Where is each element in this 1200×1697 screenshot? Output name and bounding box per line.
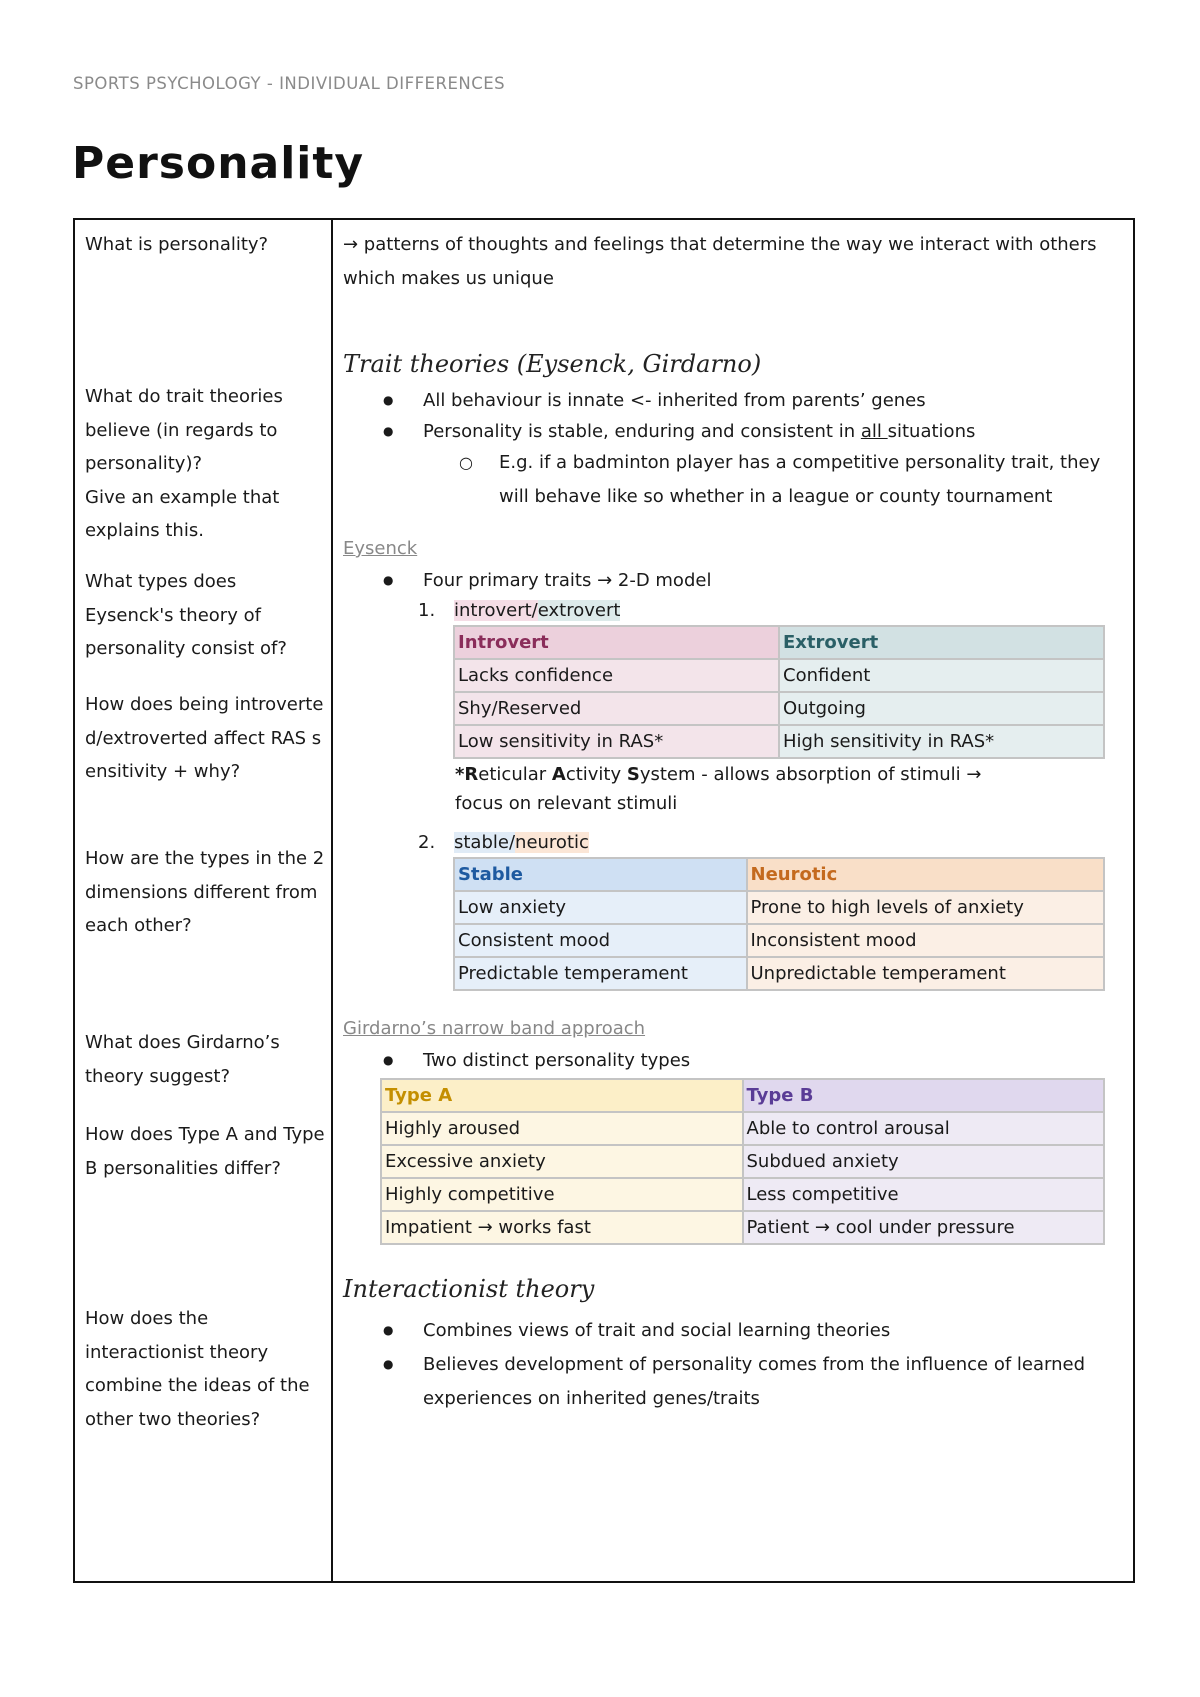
ras-footnote <box>455 760 1105 818</box>
type-a-b-table <box>380 1078 1105 1245</box>
introvert-header: Introvert <box>454 626 779 659</box>
introvert-extrovert-table <box>453 625 1105 759</box>
table-cell: Low anxiety <box>454 891 747 924</box>
table-row <box>454 692 1104 725</box>
table-row <box>381 1145 1104 1178</box>
question-ras-sensitivity: How does being introverted/extroverted affect RAS sensitivity + why? <box>85 694 324 783</box>
column-divider <box>331 220 333 1581</box>
extrovert-header: Extrovert <box>779 626 1104 659</box>
table-cell: Predictable temperament <box>454 957 747 990</box>
table-row <box>454 725 1104 758</box>
table-row <box>454 924 1104 957</box>
ras-a-rest: ctivity <box>565 764 627 785</box>
table-cell: Inconsistent mood <box>747 924 1105 957</box>
dimension-2-stable: stable/ <box>454 832 516 853</box>
dimension-1-number: 1. <box>418 600 436 621</box>
bullet-development: ● Believes development of personality comes from the influence of learned experiences on inherited genes/traits <box>383 1348 1103 1415</box>
table-cell: Consistent mood <box>454 924 747 957</box>
bullet-example: ○ E.g. if a badminton player has a competitive personality trait, they will behave like so whether in a league or county tournament <box>459 446 1119 513</box>
table-cell: Less competitive <box>743 1178 1105 1211</box>
ras-star: * <box>455 764 465 785</box>
question-interactionist: How does the interactionist theory combine the ideas of the other two theories? <box>85 1308 310 1430</box>
table-cell: High sensitivity in RAS* <box>779 725 1104 758</box>
interactionist-heading: Interactionist theory <box>343 1275 595 1303</box>
question-trait-theories <box>85 380 325 548</box>
table-cell: Highly competitive <box>381 1178 743 1211</box>
table-row <box>381 1178 1104 1211</box>
ras-s: S <box>626 764 640 785</box>
table-header-row <box>454 858 1104 891</box>
bullet-stable <box>383 415 1063 449</box>
ras-r-rest: eticular <box>478 764 552 785</box>
dimension-2-neurotic: neurotic <box>515 832 589 853</box>
question-type-a-b: How does Type A and Type B personalities differ? <box>85 1124 325 1179</box>
table-cell: Low sensitivity in RAS* <box>454 725 779 758</box>
table-cell: Impatient → works fast <box>381 1211 743 1244</box>
table-cell: Patient → cool under pressure <box>743 1211 1105 1244</box>
ras-a: A <box>551 764 566 785</box>
bullet-two-types: ● Two distinct personality types <box>383 1044 1063 1078</box>
ras-footnote-line2: focus on relevant stimuli <box>455 793 678 814</box>
dimension-1-introvert: introvert/ <box>454 600 538 621</box>
dimension-1-extrovert: extrovert <box>537 600 621 621</box>
bullet-innate: ● All behaviour is innate <- inherited from parents’ genes <box>383 384 1063 418</box>
page-title: Personality <box>72 138 365 189</box>
table-cell: Prone to high levels of anxiety <box>747 891 1105 924</box>
neurotic-header: Neurotic <box>747 858 1105 891</box>
bullet-stable-tail: situations <box>887 421 976 442</box>
type-a-header: Type A <box>381 1079 743 1112</box>
dimension-1 <box>418 600 620 621</box>
bullet-stable-underline: all <box>860 421 888 442</box>
dimension-2-number: 2. <box>418 832 436 853</box>
question-personality: What is personality? <box>85 234 269 255</box>
table-header-row <box>381 1079 1104 1112</box>
table-row <box>454 659 1104 692</box>
question-trait-belief: What do trait theories believe (in regards to personality)? <box>85 386 283 475</box>
table-cell: Highly aroused <box>381 1112 743 1145</box>
table-cell: Subdued anxiety <box>743 1145 1105 1178</box>
table-row <box>381 1211 1104 1244</box>
question-dimension-differences: How are the types in the 2 dimensions different from each other? <box>85 848 325 937</box>
table-cell: Unpredictable temperament <box>747 957 1105 990</box>
bullet-stable-text: Personality is stable, enduring and consistent in <box>423 421 861 442</box>
table-cell: Able to control arousal <box>743 1112 1105 1145</box>
type-b-header: Type B <box>743 1079 1105 1112</box>
trait-theories-heading: Trait theories (Eysenck, Girdarno) <box>343 350 762 378</box>
table-cell: Confident <box>779 659 1104 692</box>
ras-r: R <box>464 764 479 785</box>
definition-text: → patterns of thoughts and feelings that determine the way we interact with others which makes us unique <box>343 234 1097 289</box>
table-cell: Excessive anxiety <box>381 1145 743 1178</box>
ras-footnote-line1 <box>455 760 1105 789</box>
girdarno-label: Girdarno’s narrow band approach <box>343 1018 646 1039</box>
stable-header: Stable <box>454 858 747 891</box>
bullet-four-traits: ● Four primary traits → 2-D model <box>383 564 1063 598</box>
table-cell: Outgoing <box>779 692 1104 725</box>
table-cell: Shy/Reserved <box>454 692 779 725</box>
stable-neurotic-table <box>453 857 1105 991</box>
question-trait-example: Give an example that explains this. <box>85 486 280 542</box>
table-cell: Lacks confidence <box>454 659 779 692</box>
question-girdarno: What does Girdarno’s theory suggest? <box>85 1032 280 1087</box>
dimension-2 <box>418 832 589 853</box>
table-row <box>381 1112 1104 1145</box>
ras-s-rest: ystem - allows absorption of stimuli → <box>639 764 982 785</box>
table-row <box>454 957 1104 990</box>
question-eysenck-types: What types does Eysenck's theory of personality consist of? <box>85 571 287 660</box>
cornell-notes-table <box>73 218 1135 1583</box>
page-header: SPORTS PSYCHOLOGY - INDIVIDUAL DIFFERENCES <box>73 74 506 93</box>
table-row <box>454 891 1104 924</box>
bullet-combines-views: ● Combines views of trait and social learning theories <box>383 1314 1063 1348</box>
table-header-row <box>454 626 1104 659</box>
eysenck-label: Eysenck <box>343 538 418 559</box>
